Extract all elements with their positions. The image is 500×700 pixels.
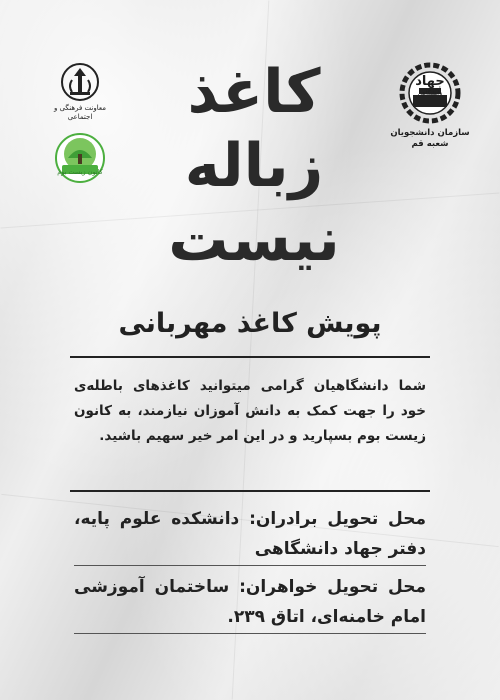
divider-top <box>70 356 430 358</box>
university-logo <box>44 62 116 177</box>
divider-middle <box>70 490 430 492</box>
jahad-logo <box>382 62 478 150</box>
headline-line-1: کاغذ <box>187 57 321 127</box>
university-emblem-icon <box>60 62 100 102</box>
body-paragraph: شما دانشگاهیان گرامی میتوانید کاغذهای باطله‌ی خود را جهت کمک به دانش آموزان نیازمند، به کانون زیست بوم بسپارید و در این امر خیر سهیم باشید. <box>74 378 426 444</box>
headline-line-3: نیست <box>168 205 340 275</box>
jahad-sub: دانشگاهی <box>417 90 443 97</box>
jahad-name: جهاد <box>415 74 445 89</box>
headline-line-2: زباله <box>184 131 324 201</box>
delivery-brothers: محل تحویل برادران: دانشکده علوم پایه، دفتر جهاد دانشگاهی <box>74 509 426 559</box>
jahad-caption-1: سازمان دانشجویان <box>390 128 470 138</box>
zist-boom-caption: کانون زیست بوم <box>57 168 103 177</box>
university-caption: معاونت فرهنگی و اجتماعی <box>53 104 106 122</box>
jahad-caption-2: شعبه قم <box>411 139 449 150</box>
headline <box>140 55 368 277</box>
delivery-sisters: محل تحویل خواهران: ساختمان آموزشی امام خامنه‌ای، اتاق ۲۳۹. <box>74 577 426 627</box>
underline-sisters <box>74 633 426 634</box>
campaign-title: پویش کاغذ مهربانی <box>118 308 382 339</box>
underline-brothers <box>74 565 426 566</box>
